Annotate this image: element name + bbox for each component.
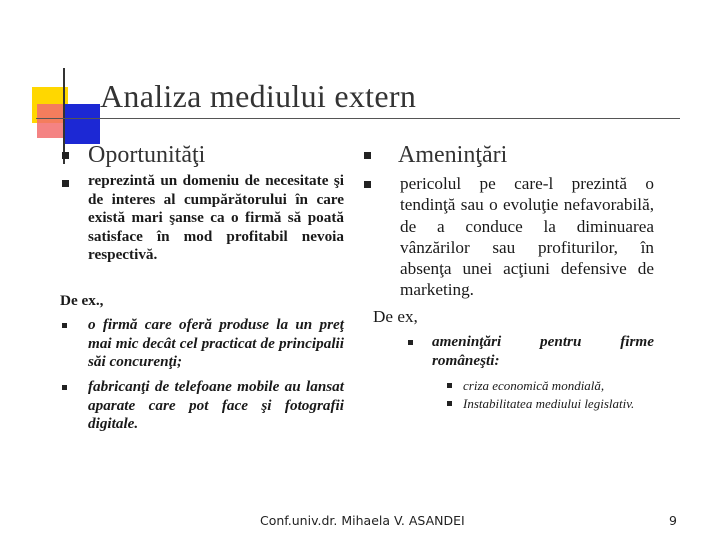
bullet-icon (62, 152, 69, 159)
bullet-icon (62, 385, 67, 390)
opportunities-definition: reprezintă un domeniu de necesitate şi de interes al cumpărătorului în care există mari şanse ca o firmă să poată satisface în mod profitabil nevoia respectivă. (88, 172, 344, 263)
threats-subheading: ameninţări pentru firme româneşti: (432, 333, 654, 369)
threats-example-label: De ex, (373, 307, 418, 326)
threats-heading-text: Ameninţări (398, 142, 508, 168)
threats-definition: pericolul pe care-l prezintă o tendinţă sau o evoluţie nefavorabilă, de a conduce la diminuarea vânzărilor sau profiturilor, în absenţa unei acţiuni defensive de marketing. (400, 174, 654, 300)
threats-heading (364, 142, 507, 169)
decor-blue-square (64, 104, 100, 144)
bullet-icon (447, 383, 452, 388)
bullet-icon (408, 340, 413, 345)
slide-title: Analiza mediului extern (100, 78, 417, 114)
threats-examples (463, 377, 663, 413)
opportunities-heading-text: Oportunităţi (88, 142, 206, 168)
bullet-icon (364, 152, 371, 159)
opportunities-example-label: De ex., (60, 292, 104, 309)
title-underline (36, 118, 680, 119)
opportunities-example-2: fabricanţi de telefoane mobile au lansat aparate care pot face şi fotografii digitale. (88, 378, 344, 432)
page-number: 9 (669, 513, 677, 528)
opportunities-example-1: o firmă care oferă produse la un preţ mai mic decât cel practicat de principalii săi concurenţi; (88, 316, 344, 370)
opportunities-heading (62, 142, 205, 169)
bullet-icon (62, 323, 67, 328)
bullet-icon (364, 181, 371, 188)
threats-example-2: Instabilitatea mediului legislativ. (463, 396, 635, 411)
threats-example-1: criza economică mondială, (463, 378, 605, 393)
bullet-icon (62, 180, 69, 187)
bullet-icon (447, 401, 452, 406)
footer-author: Conf.univ.dr. Mihaela V. ASANDEI (260, 513, 465, 528)
